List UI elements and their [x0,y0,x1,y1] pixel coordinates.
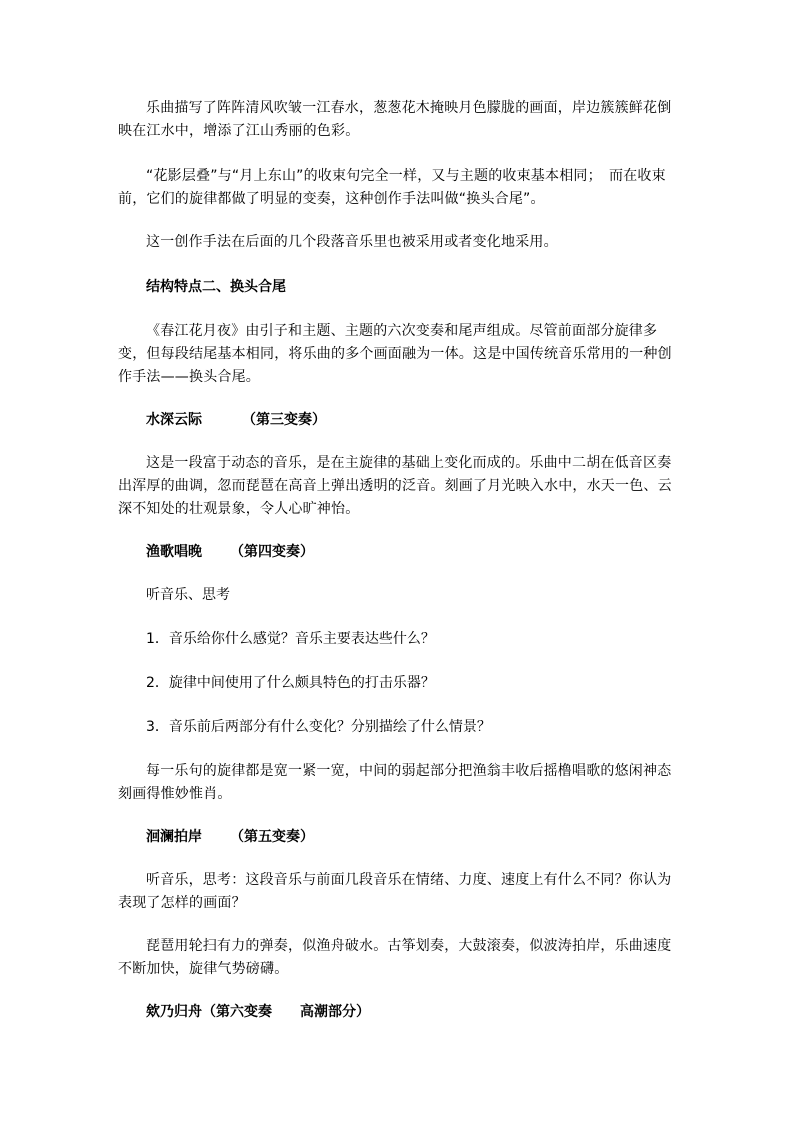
paragraph-variation-4: 每一乐句的旋律都是宽一紧一宽，中间的弱起部分把渔翁丰收后摇橹唱歌的悠闲神态刻画得惟妙惟肖。 [118,763,672,802]
listen-think-intro: 听音乐、思考 [146,587,230,603]
paragraph-variation-3: 这是一段富于动态的音乐，是在主旋律的基础上变化而成的。乐曲中二胡在低音区奏出浑厚的曲调，忽而琵琶在高音上弹出透明的泛音。刻画了月光映入水中，水天一色、云深不知处的壮观景象，令人心旷神怡。 [118,455,672,517]
heading-variation-5 [146,826,314,849]
heading-variation-3-sub: （第三变奏） [242,412,326,428]
heading-variation-3 [146,409,326,432]
heading-variation-5-sub: （第五变奏） [230,829,314,845]
heading-variation-6 [146,1001,370,1024]
paragraph-huantou-heweі: “花影层叠”与“月上东山”的收束句完全一样，又与主题的收束基本相同； 而在收束前，它们的旋律都做了明显的变奏，这种创作手法叫做“换头合尾”。 [118,168,666,207]
heading-structure-feature: 结构特点二、换头合尾 [146,279,286,295]
question-2: 2．旋律中间使用了什么颇具特色的打击乐器？ [146,675,435,691]
paragraph-scenery: 乐曲描写了阵阵清风吹皱一江春水，葱葱花木掩映月色朦胧的画面，岸边簇簇鲜花倒映在江水中，增添了江山秀丽的色彩。 [118,100,672,139]
paragraph-listen-think-variation-5: 听音乐，思考：这段音乐与前面几段音乐在情绪、力度、速度上有什么不同？你认为表现了怎样的画面？ [118,872,672,911]
heading-variation-4-sub: （第四变奏） [230,544,314,560]
question-1: 1．音乐给你什么感觉？音乐主要表达些什么？ [146,631,435,647]
paragraph-technique-reuse: 这一创作手法在后面的几个段落音乐里也被采用或者变化地采用。 [146,234,558,250]
heading-variation-6-sub: 高潮部分） [300,1004,370,1020]
heading-variation-4-title: 渔歌唱晚 [146,544,202,560]
heading-variation-4 [146,541,314,564]
heading-variation-5-title: 洄澜拍岸 [146,829,202,845]
paragraph-chunjiang-structure: 《春江花月夜》由引子和主题、主题的六次变奏和尾声组成。尽管前面部分旋律多变，但每段结尾基本相同，将乐曲的多个画面融为一体。这是中国传统音乐常用的一种创作手法——换头合尾。 [118,323,672,385]
paragraph-variation-5: 琵琶用轮扫有力的弹奏，似渔舟破水。古筝划奏，大鼓滚奏，似波涛拍岸，乐曲速度不断加快，旋律气势磅礴。 [118,938,672,977]
heading-variation-3-title: 水深云际 [146,412,202,428]
heading-variation-6-title: 欸乃归舟（第六变奏 [146,1004,272,1020]
question-3: 3．音乐前后两部分有什么变化？分别描绘了什么情景？ [146,719,491,735]
